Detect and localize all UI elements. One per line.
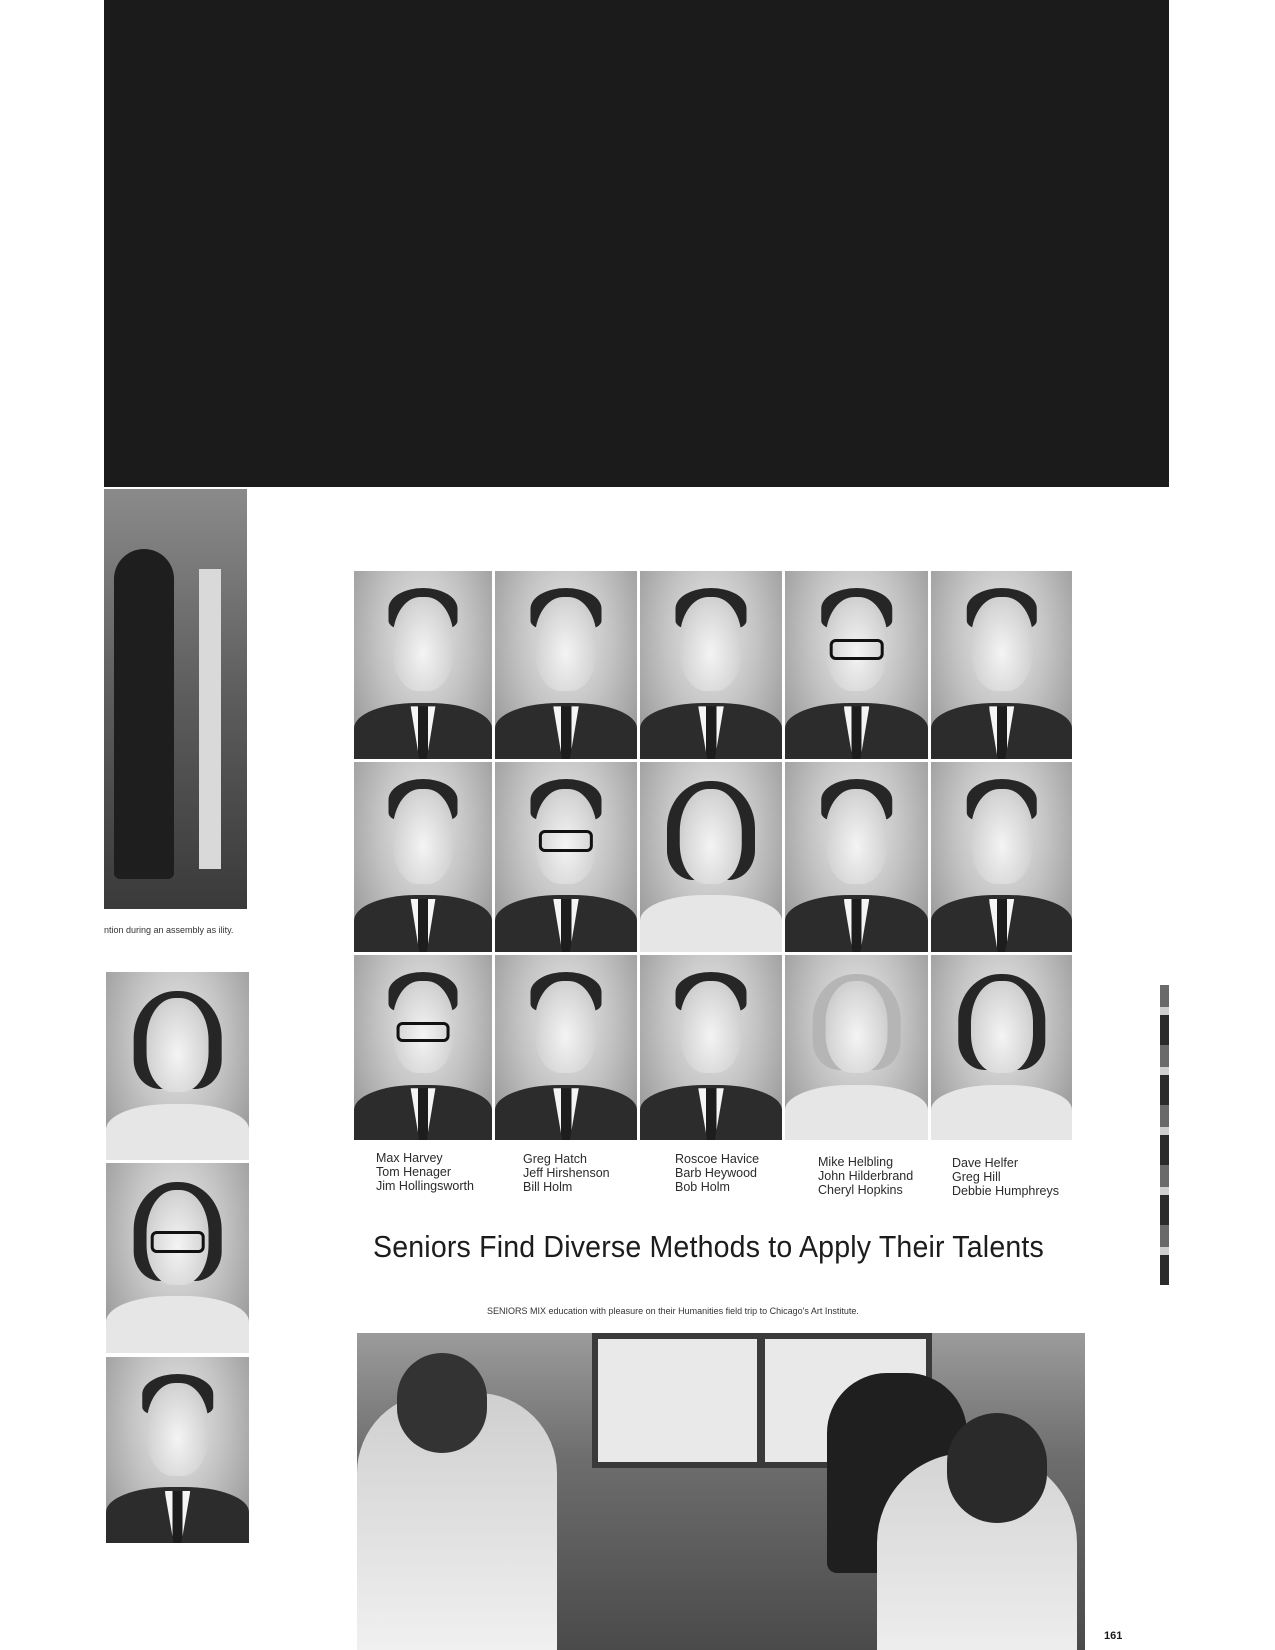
- left-portrait-3: [106, 1357, 249, 1543]
- name: Jim Hollingsworth: [376, 1179, 474, 1193]
- left-portrait-2: [106, 1163, 249, 1353]
- portrait-bob-holm: [640, 955, 782, 1140]
- page-headline: Seniors Find Diverse Methods to Apply Their Talents: [373, 1229, 1044, 1264]
- name: Greg Hatch: [523, 1152, 587, 1166]
- blacked-out-region: [104, 0, 1169, 487]
- name: John Hilderbrand: [818, 1169, 914, 1183]
- name: Barb Heywood: [675, 1166, 757, 1180]
- name: Bill Holm: [523, 1180, 573, 1194]
- portrait-greg-hatch: [495, 571, 637, 759]
- name: Jeff Hirshenson: [523, 1166, 610, 1180]
- name-column-4: [818, 1155, 913, 1197]
- name-column-1: [376, 1151, 474, 1193]
- name: Tom Henager: [376, 1165, 452, 1179]
- name: Debbie Humphreys: [952, 1184, 1059, 1198]
- name-column-3: [675, 1152, 759, 1194]
- assembly-photo: [104, 489, 247, 909]
- name: Bob Holm: [675, 1180, 730, 1194]
- portrait-mike-helbling: [785, 571, 928, 759]
- portrait-greg-hill: [931, 762, 1072, 952]
- left-photo-caption: ntion during an assembly as ility.: [104, 925, 234, 935]
- portrait-john-hilderbrand: [785, 762, 928, 952]
- portrait-bill-holm: [495, 955, 637, 1140]
- name: Cheryl Hopkins: [818, 1183, 903, 1197]
- portrait-barb-heywood: [640, 762, 782, 952]
- portrait-dave-helfer: [931, 571, 1072, 759]
- portrait-debbie-humphreys: [931, 955, 1072, 1140]
- name-column-5: [952, 1156, 1059, 1198]
- name: Mike Helbling: [818, 1155, 894, 1169]
- name: Greg Hill: [952, 1170, 1001, 1184]
- name: Max Harvey: [376, 1151, 443, 1165]
- name: Roscoe Havice: [675, 1152, 760, 1166]
- field-trip-photo: [357, 1333, 1085, 1650]
- portrait-roscoe-havice: [640, 571, 782, 759]
- trip-photo-caption: SENIORS MIX education with pleasure on their Humanities field trip to Chicago's Art Institute.: [487, 1306, 859, 1316]
- portrait-tom-henager: [354, 762, 492, 952]
- left-portrait-1: [106, 972, 249, 1160]
- name-column-2: [523, 1152, 610, 1194]
- portrait-max-harvey: [354, 571, 492, 759]
- page-number: 161: [1104, 1630, 1123, 1642]
- portrait-jim-hollingsworth: [354, 955, 492, 1140]
- name: Dave Helfer: [952, 1156, 1018, 1170]
- adjacent-page-photo-edge: [1160, 985, 1169, 1285]
- portrait-jeff-hirshenson: [495, 762, 637, 952]
- portrait-cheryl-hopkins: [785, 955, 928, 1140]
